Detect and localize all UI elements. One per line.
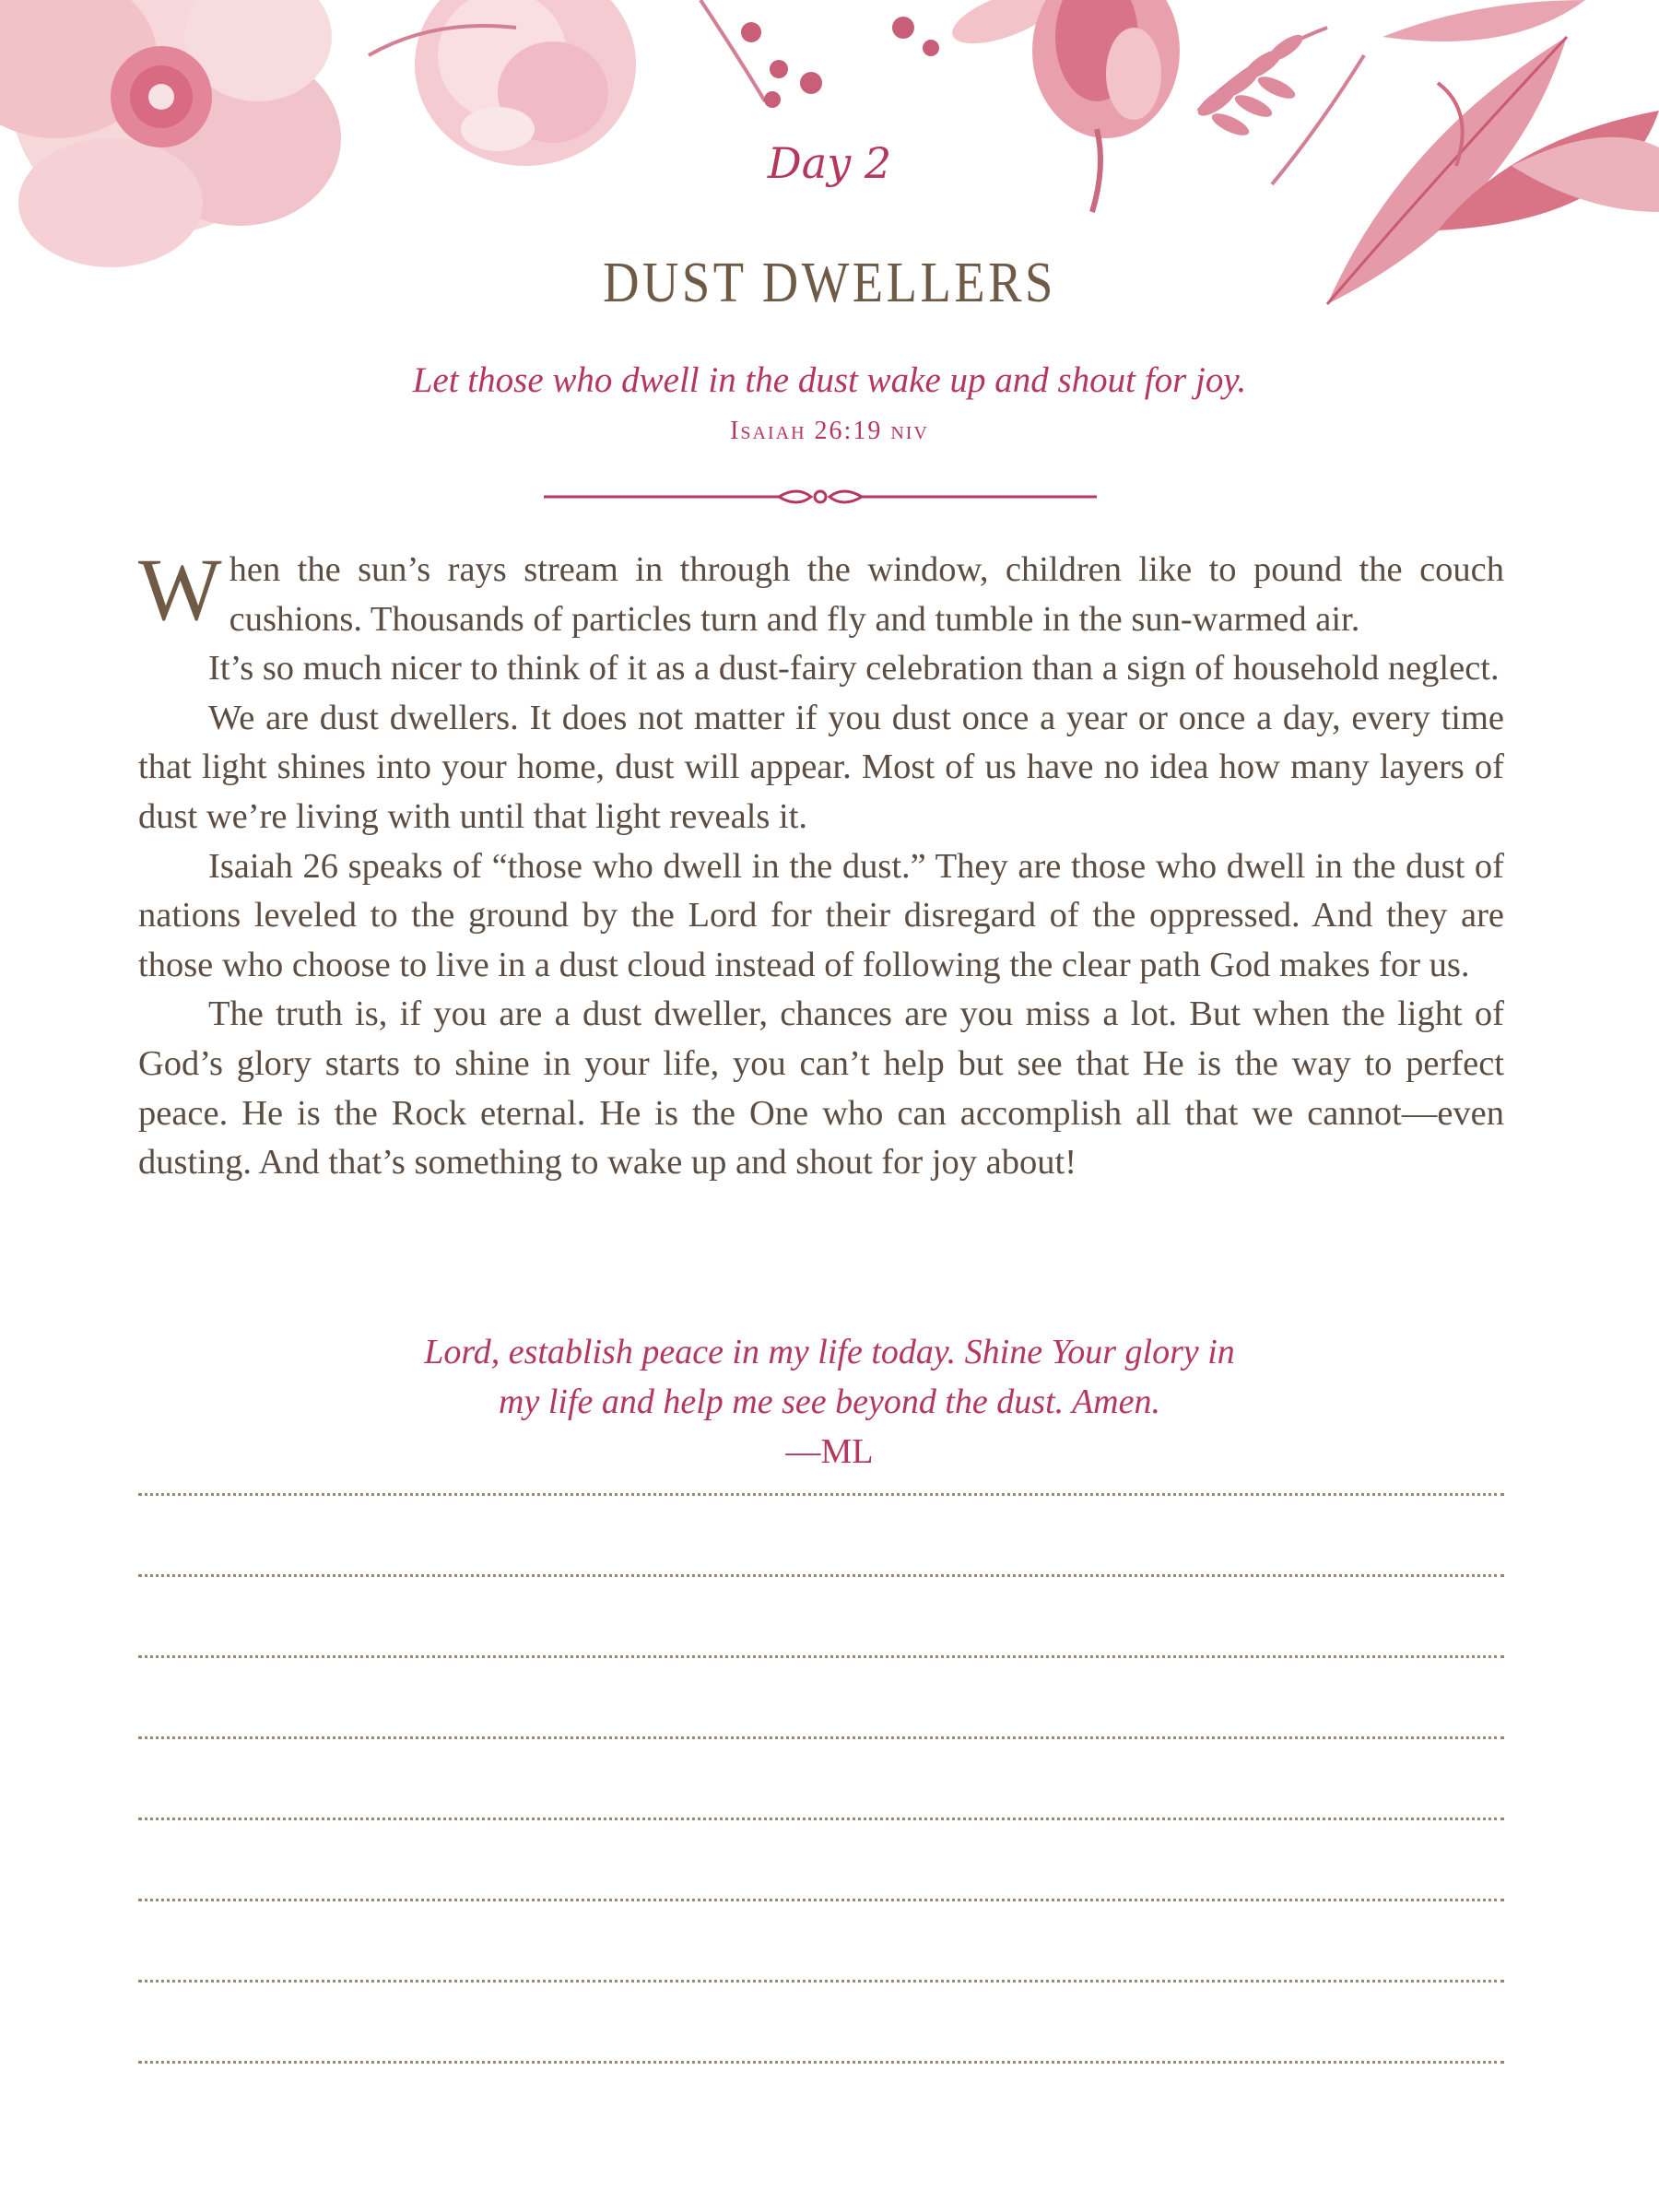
prayer-signature: —ML: [785, 1432, 874, 1471]
body-paragraph-5: The truth is, if you are a dust dweller, chances are you miss a lot. But when the light of God’s glory starts to shine in your life, you can’t help but see that He is the way to perfect peace. He is the Rock eternal. He is the One who can accomplish all that we cannot—even dusting. And that’s something to wake up and shout for joy about!: [138, 994, 1504, 1182]
journal-line: [138, 1899, 1504, 1901]
devotional-body: [138, 540, 1504, 1188]
journal-line: [138, 1574, 1504, 1577]
body-paragraph-1: [138, 540, 1504, 644]
scripture-reference: Isaiah 26:19 niv: [730, 417, 929, 445]
body-paragraph-4: Isaiah 26 speaks of “those who dwell in the dust.” They are those who dwell in the dust of nations leveled to the ground by the Lord for their disregard of the oppressed. And they are those who choose to live in a dust cloud instead of following the clear path God makes for us.: [138, 846, 1504, 984]
journal-line: [138, 1818, 1504, 1820]
body-paragraph-2: It’s so much nicer to think of it as a dust-fairy celebration than a sign of household neglect.: [208, 649, 1500, 688]
prayer-line-1: Lord, establish peace in my life today. Shine Your glory in: [424, 1333, 1235, 1371]
body-paragraph-1-text: hen the sun’s rays stream in through the window, children like to pound the couch cushions. Thousands of particles turn and fly and tumble in the sun-warmed air.: [229, 550, 1504, 639]
journal-line: [138, 2061, 1504, 2064]
journal-line: [138, 1736, 1504, 1739]
body-paragraph-3: We are dust dwellers. It does not matter if you dust once a year or once a day, every time that light shines into your home, dust will appear. Most of us have no idea how many layers of dust we’re living with until that light reveals it.: [138, 698, 1504, 836]
ornamental-divider-icon: [544, 483, 1097, 511]
page-title: DUST DWELLERS: [603, 252, 1056, 314]
journal-line: [138, 1493, 1504, 1496]
flower-left-icon: [0, 0, 341, 267]
prayer-line-2: [0, 1377, 1659, 1477]
day-label: Day 2: [767, 138, 892, 188]
prayer-line-2-text: my life and help me see beyond the dust. Amen.: [499, 1382, 1160, 1421]
fern-icon: [1194, 30, 1306, 140]
journal-line: [138, 1655, 1504, 1658]
drop-cap: W: [138, 540, 222, 639]
closing-prayer: [0, 1327, 1659, 1477]
journal-line: [138, 1980, 1504, 1983]
scripture-verse: Let those who dwell in the dust wake up and shout for joy.: [412, 360, 1247, 400]
berries-icon: [741, 17, 939, 108]
